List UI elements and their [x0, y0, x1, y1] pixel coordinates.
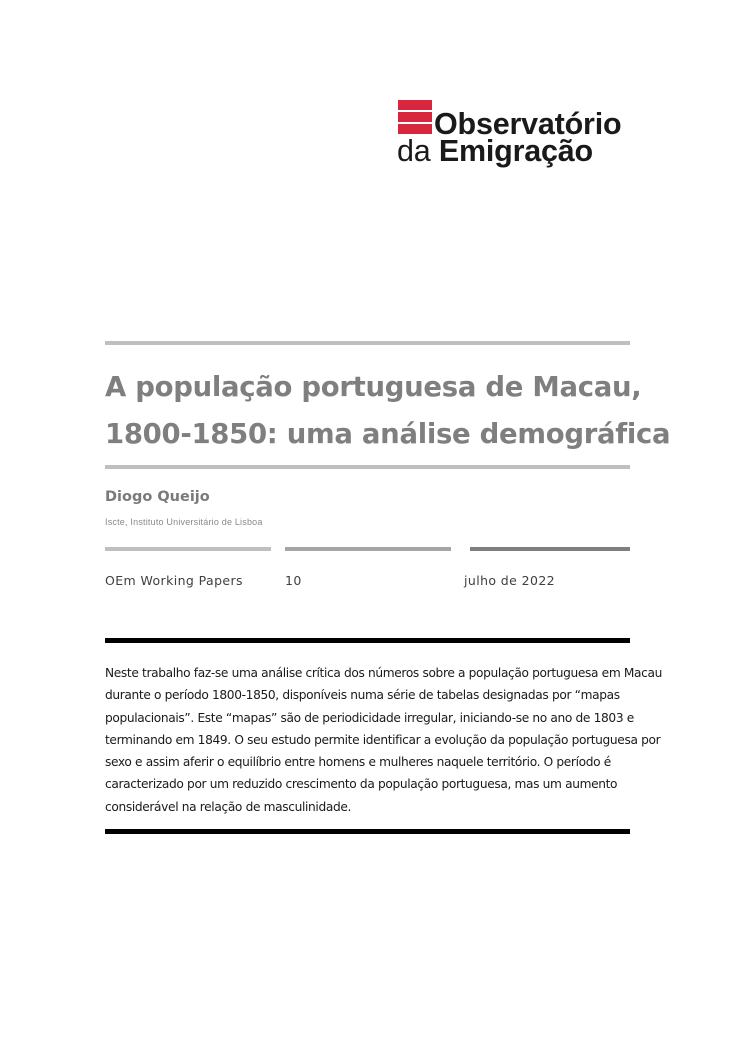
- logo-bar-top: [398, 100, 432, 110]
- logo-wordmark-prefix: da: [397, 134, 431, 168]
- abstract-text: [105, 662, 662, 818]
- abstract-bottom-rule: [105, 829, 630, 834]
- logo-wordmark-emigracao: [397, 133, 593, 169]
- logo-wordmark-observatorio: Observatório: [434, 107, 622, 141]
- meta-divider-2: [285, 547, 451, 551]
- logo-bar-middle: [398, 112, 432, 122]
- title-line-2: 1800-1850: uma análise demográfica: [105, 418, 671, 450]
- stacked-bars-logo-icon: [398, 100, 432, 135]
- title-bottom-rule: [105, 465, 630, 469]
- author-affiliation: Iscte, Instituto Universitário de Lisboa: [105, 517, 263, 527]
- abstract-line: Neste trabalho faz-se uma análise crítica dos números sobre a população portuguesa em Macau: [105, 666, 662, 680]
- publication-date: julho de 2022: [464, 573, 556, 588]
- abstract-line: durante o período 1800-1850, disponíveis numa série de tabelas designadas por “mapas: [105, 688, 620, 703]
- abstract-line: caracterizado por um reduzido crescimento da população portuguesa, mas um aumento: [105, 777, 618, 792]
- title-line-1: A população portuguesa de Macau,: [105, 371, 642, 403]
- issue-number: 10: [285, 573, 302, 588]
- page-title: [105, 364, 671, 458]
- author-name: Diogo Queijo: [105, 489, 210, 505]
- abstract-line: considerável na relação de masculinidade.: [105, 799, 352, 814]
- series-name: OEm Working Papers: [105, 573, 243, 588]
- meta-divider-1: [105, 547, 271, 551]
- title-top-rule: [105, 341, 630, 345]
- abstract-line: terminando em 1849. O seu estudo permite identificar a evolução da população portuguesa por: [105, 732, 661, 747]
- logo-wordmark-main: Emigração: [438, 134, 593, 168]
- abstract-top-rule: [105, 638, 630, 643]
- meta-divider-3: [470, 547, 630, 551]
- abstract-line: sexo e assim aferir o equilíbrio entre homens e mulheres naquele território. O período é: [105, 755, 611, 770]
- abstract-line: populacionais”. Este “mapas” são de periodicidade irregular, iniciando-se no ano de 1803 e: [105, 710, 634, 725]
